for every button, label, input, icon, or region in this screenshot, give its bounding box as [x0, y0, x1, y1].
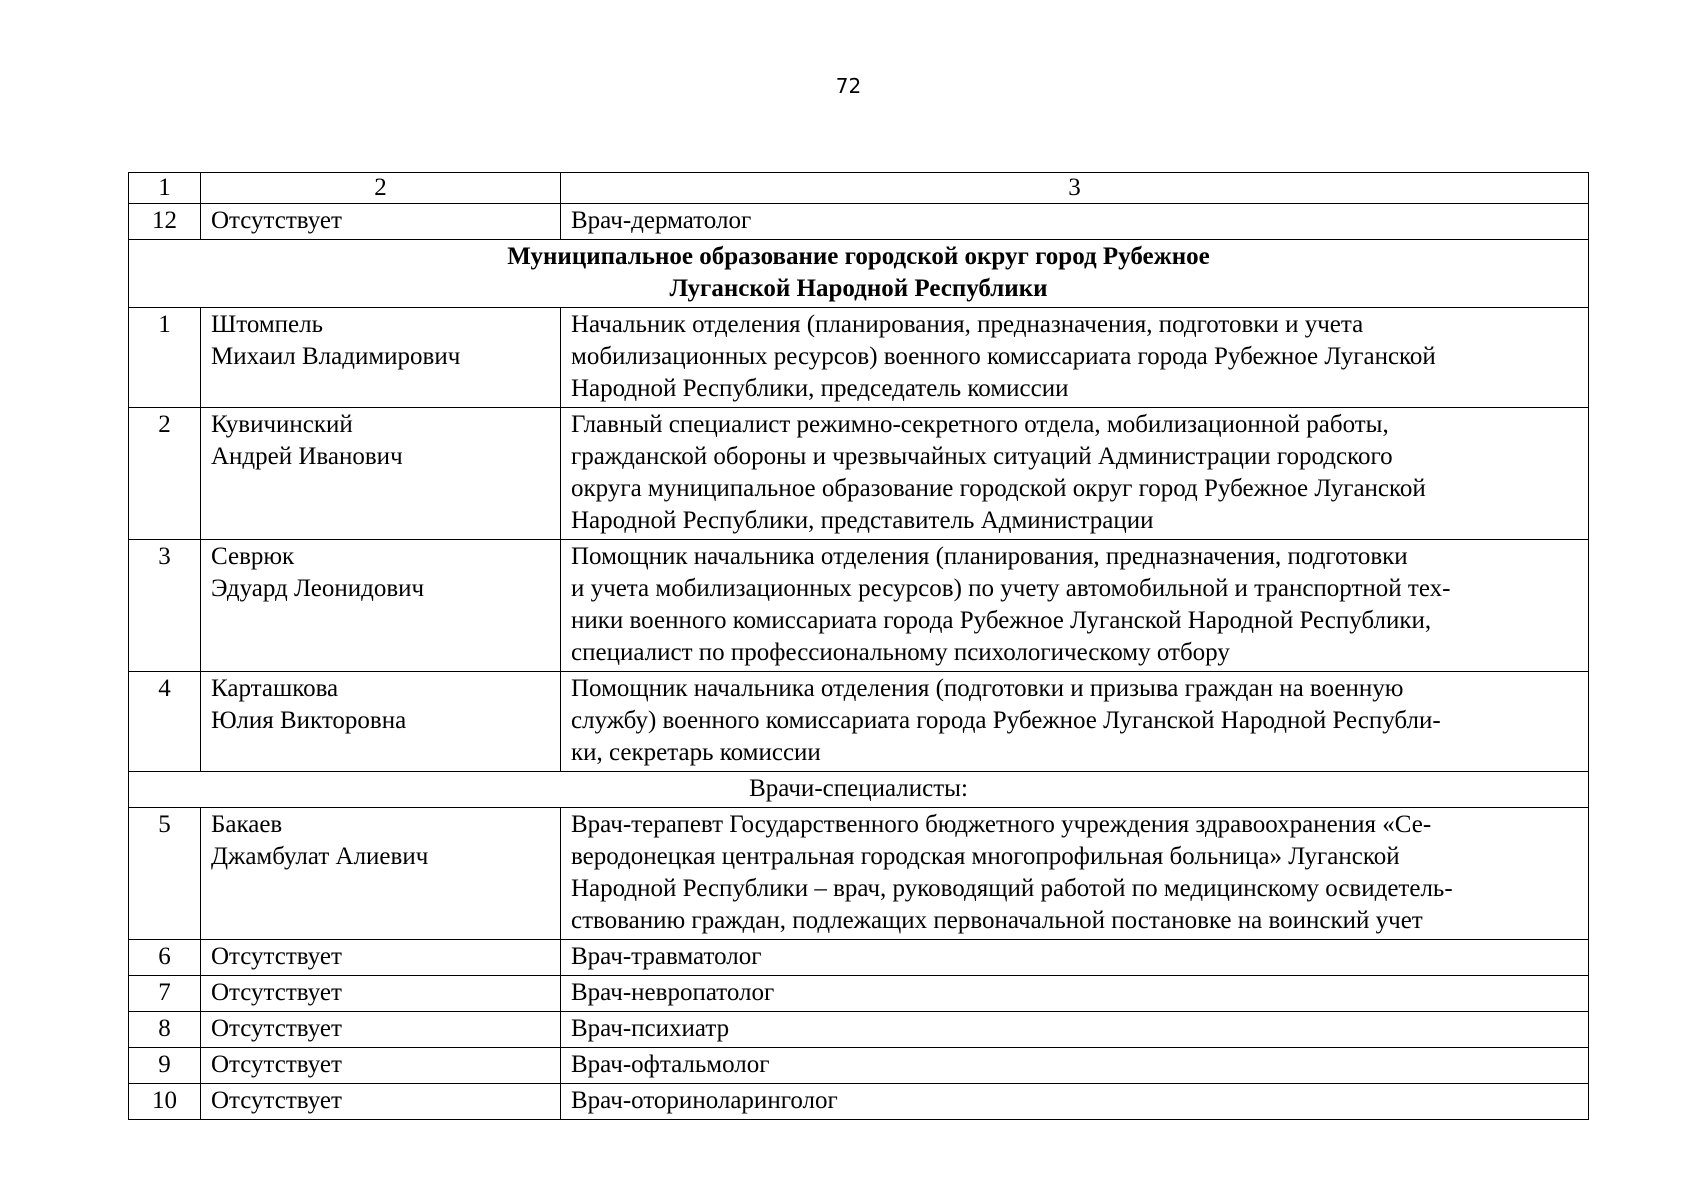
member-given-name: Юлия Викторовна [211, 707, 407, 734]
member-name: Отсутствует [201, 940, 561, 976]
role-line: Помощник начальника отделения (подготовки и призыва граждан на военную [571, 675, 1404, 702]
section-title-line: Луганской Народной Республики [669, 275, 1048, 302]
member-role [561, 308, 1589, 408]
table-row [129, 672, 1589, 772]
table-row [129, 976, 1589, 1012]
member-given-name: Андрей Иванович [211, 443, 403, 470]
row-number: 5 [129, 808, 201, 940]
member-role [561, 808, 1589, 940]
section-title [129, 240, 1589, 308]
member-surname: Штомпель [211, 311, 324, 338]
row-number: 7 [129, 976, 201, 1012]
member-name [201, 808, 561, 940]
member-name [201, 672, 561, 772]
role-line: ники военного комиссариата города Рубежное Луганской Народной Республики, [571, 607, 1432, 634]
role-line: специалист по профессиональному психологическому отбору [571, 639, 1230, 666]
header-col-3: 3 [561, 173, 1589, 204]
role-line: округа муниципальное образование городской округ город Рубежное Луганской [571, 475, 1426, 502]
table-row [129, 1048, 1589, 1084]
header-col-1: 1 [129, 173, 201, 204]
member-surname: Карташкова [211, 675, 339, 702]
member-name [201, 408, 561, 540]
member-role: Врач-дерматолог [561, 204, 1589, 240]
row-number: 10 [129, 1084, 201, 1120]
member-role [561, 408, 1589, 540]
member-surname: Бакаев [211, 811, 283, 838]
member-role: Врач-офтальмолог [561, 1048, 1589, 1084]
member-given-name: Эдуард Леонидович [211, 575, 425, 602]
subsection-title: Врачи-специалисты: [129, 772, 1589, 808]
table-row [129, 940, 1589, 976]
row-number: 9 [129, 1048, 201, 1084]
row-number: 2 [129, 408, 201, 540]
member-name [201, 540, 561, 672]
member-name: Отсутствует [201, 976, 561, 1012]
member-role [561, 540, 1589, 672]
member-role: Врач-оториноларинголог [561, 1084, 1589, 1120]
role-line: Народной Республики, представитель Администрации [571, 507, 1154, 534]
role-line: ствованию граждан, подлежащих первоначальной постановке на воинский учет [571, 907, 1423, 934]
table-row [129, 808, 1589, 940]
row-number: 4 [129, 672, 201, 772]
table-row [129, 1084, 1589, 1120]
table-row [129, 204, 1589, 240]
header-col-2: 2 [201, 173, 561, 204]
member-name [201, 308, 561, 408]
role-line: службу) военного комиссариата города Рубежное Луганской Народной Республи- [571, 707, 1441, 734]
member-name: Отсутствует [201, 1048, 561, 1084]
member-name: Отсутствует [201, 1012, 561, 1048]
member-name: Отсутствует [201, 1084, 561, 1120]
subsection-row [129, 772, 1589, 808]
row-number: 3 [129, 540, 201, 672]
role-line: Народной Республики, председатель комиссии [571, 375, 1069, 402]
role-line: ки, секретарь комиссии [571, 739, 821, 766]
member-surname: Кувичинский [211, 411, 353, 438]
role-line: и учета мобилизационных ресурсов) по учету автомобильной и транспортной тех- [571, 575, 1451, 602]
member-surname: Севрюк [211, 543, 295, 570]
row-number: 8 [129, 1012, 201, 1048]
member-role: Врач-травматолог [561, 940, 1589, 976]
section-title-line: Муниципальное образование городской округ город Рубежное [507, 243, 1210, 270]
member-given-name: Михаил Владимирович [211, 343, 461, 370]
table-header-row [129, 173, 1589, 204]
role-line: Помощник начальника отделения (планирования, предназначения, подготовки [571, 543, 1408, 570]
table-row [129, 308, 1589, 408]
role-line: гражданской обороны и чрезвычайных ситуаций Администрации городского [571, 443, 1393, 470]
member-role [561, 672, 1589, 772]
page-number: 72 [835, 74, 862, 98]
table-row [129, 540, 1589, 672]
table-row [129, 408, 1589, 540]
member-role: Врач-психиатр [561, 1012, 1589, 1048]
role-line: Главный специалист режимно-секретного отдела, мобилизационной работы, [571, 411, 1389, 438]
commission-table [128, 172, 1589, 1120]
member-role: Врач-невропатолог [561, 976, 1589, 1012]
table-row [129, 1012, 1589, 1048]
section-row [129, 240, 1589, 308]
member-name: Отсутствует [201, 204, 561, 240]
row-number: 12 [129, 204, 201, 240]
row-number: 1 [129, 308, 201, 408]
member-given-name: Джамбулат Алиевич [211, 843, 429, 870]
role-line: Народной Республики – врач, руководящий работой по медицинскому освидетель- [571, 875, 1453, 902]
role-line: Врач-терапевт Государственного бюджетного учреждения здравоохранения «Се- [571, 811, 1432, 838]
role-line: мобилизационных ресурсов) военного комиссариата города Рубежное Луганской [571, 343, 1436, 370]
role-line: веродонецкая центральная городская многопрофильная больница» Луганской [571, 843, 1400, 870]
row-number: 6 [129, 940, 201, 976]
role-line: Начальник отделения (планирования, предназначения, подготовки и учета [571, 311, 1364, 338]
